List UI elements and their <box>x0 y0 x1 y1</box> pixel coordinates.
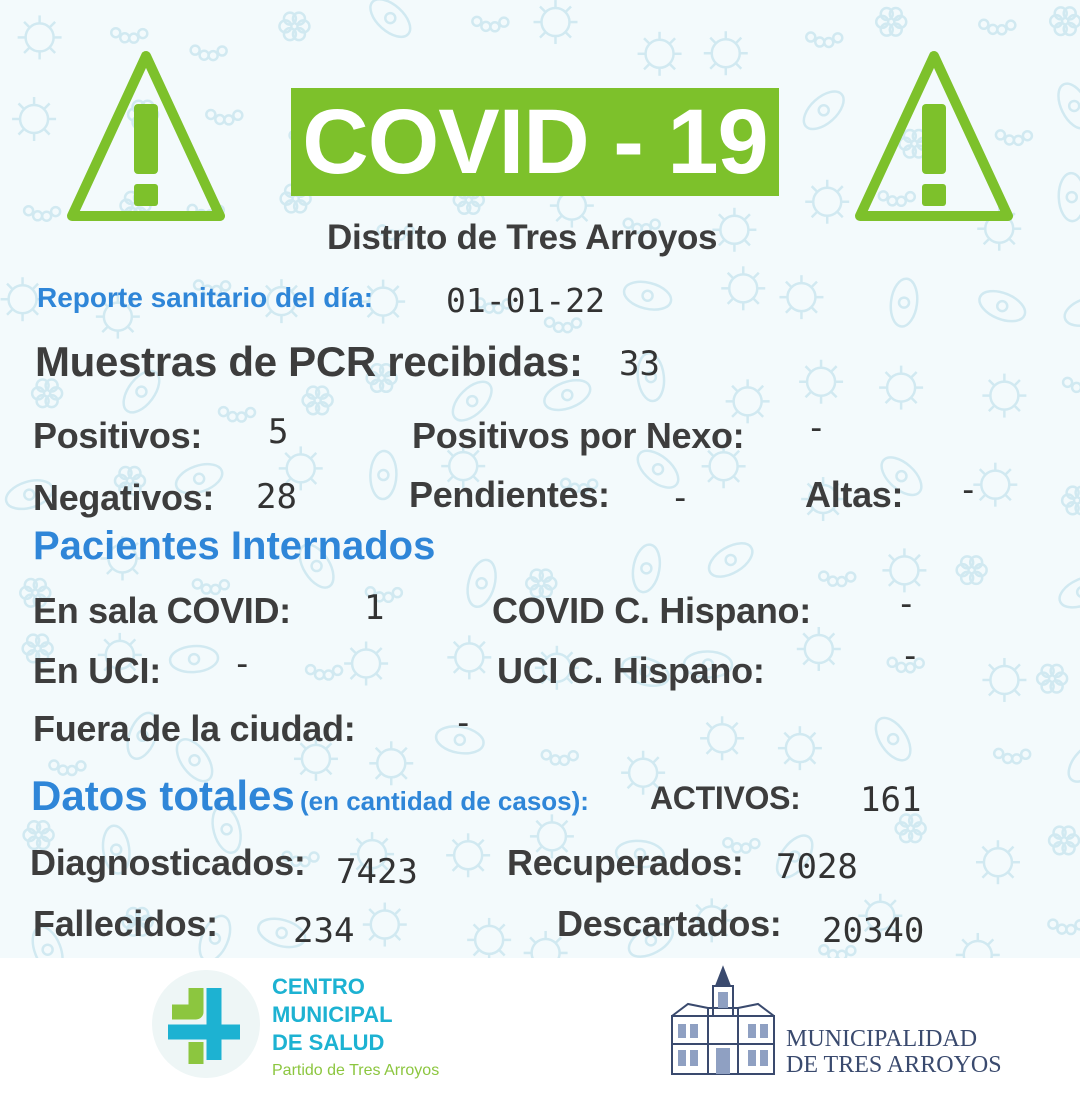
centro-line3: DE SALUD <box>272 1030 385 1055</box>
municipalidad-line2: DE TRES ARROYOS <box>786 1052 1002 1078</box>
sala-covid-value: 1 <box>364 588 385 628</box>
negativos-label: Negativos: <box>33 477 215 518</box>
positivos-nexo-label: Positivos por Nexo: <box>412 415 745 456</box>
centro-line1: CENTRO <box>272 974 365 999</box>
uci-hispano-value: - <box>900 636 921 676</box>
diagnosticados-value: 7423 <box>336 852 418 892</box>
warning-triangle-icon <box>64 48 228 228</box>
sala-covid-label: En sala COVID: <box>33 590 291 631</box>
centro-tagline: Partido de Tres Arroyos <box>272 1062 440 1079</box>
report-label: Reporte sanitario del día: <box>37 282 374 313</box>
diagnosticados-label: Diagnosticados: <box>30 842 306 883</box>
negativos-value: 28 <box>256 477 297 517</box>
internados-heading: Pacientes Internados <box>33 524 436 568</box>
fallecidos-label: Fallecidos: <box>33 903 218 944</box>
page-title: COVID - 19 <box>291 88 779 196</box>
pendientes-label: Pendientes: <box>409 474 610 515</box>
positivos-nexo-value: - <box>806 408 827 448</box>
totales-heading: Datos totales <box>31 772 295 819</box>
pcr-value: 33 <box>619 344 660 384</box>
centro-line2: MUNICIPAL <box>272 1002 393 1027</box>
totales-note: (en cantidad de casos): <box>300 786 589 816</box>
positivos-label: Positivos: <box>33 415 203 456</box>
municipalidad-line1: MUNICIPALIDAD <box>786 1026 978 1052</box>
uci-value: - <box>232 644 253 684</box>
pendientes-value: - <box>670 478 691 518</box>
fuera-ciudad-value: - <box>453 703 474 743</box>
footer <box>0 958 1080 1116</box>
descartados-value: 20340 <box>822 911 925 951</box>
descartados-label: Descartados: <box>557 903 782 944</box>
activos-value: 161 <box>860 780 922 820</box>
covid-hispano-value: - <box>896 584 917 624</box>
altas-value: - <box>958 470 979 510</box>
recuperados-label: Recuperados: <box>507 842 744 883</box>
fallecidos-value: 234 <box>293 911 355 951</box>
recuperados-value: 7028 <box>776 847 858 887</box>
altas-label: Altas: <box>805 474 904 515</box>
town-hall-icon <box>668 964 778 1078</box>
uci-hispano-label: UCI C. Hispano: <box>497 650 765 691</box>
pcr-label: Muestras de PCR recibidas: <box>35 338 583 385</box>
activos-label: ACTIVOS: <box>650 780 801 816</box>
district-subtitle: Distrito de Tres Arroyos <box>327 218 718 257</box>
covid-hispano-label: COVID C. Hispano: <box>492 590 811 631</box>
report-date: 01-01-22 <box>446 281 605 320</box>
positivos-value: 5 <box>268 412 289 452</box>
fuera-ciudad-label: Fuera de la ciudad: <box>33 708 356 749</box>
uci-label: En UCI: <box>33 650 161 691</box>
warning-triangle-icon <box>852 48 1016 228</box>
cross-logo-icon <box>150 968 262 1080</box>
